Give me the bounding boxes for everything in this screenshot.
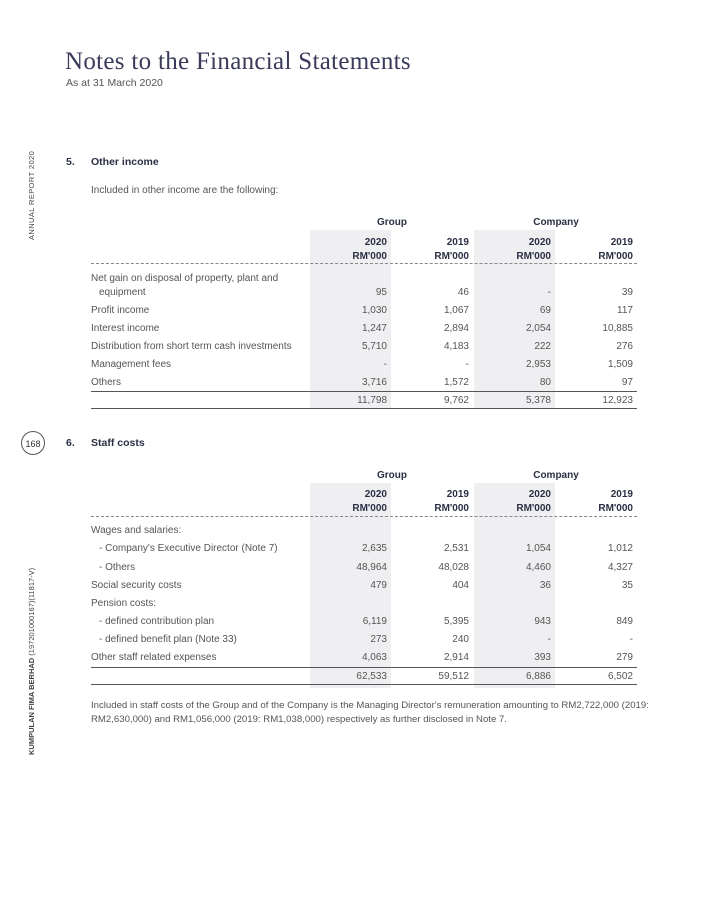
column-year: 2020 [528,489,551,500]
section-title: Other income [91,156,159,168]
page-subtitle: As at 31 March 2020 [66,77,163,89]
row-value: - [629,634,633,645]
column-unit: RM'000 [598,503,633,514]
row-value: 10,885 [602,323,633,334]
total-row [91,671,637,689]
row-value: 2,531 [443,543,469,554]
row-value: 1,247 [361,323,387,334]
section-number: 5. [66,156,75,168]
column-year: 2019 [610,237,633,248]
row-value: 222 [534,341,551,352]
row-value: 36 [539,580,551,591]
row-value: 5,710 [361,341,387,352]
table-row [91,323,637,341]
table-row [91,616,637,634]
column-header [552,236,633,264]
row-value: - [547,634,551,645]
row-value: 1,067 [443,305,469,316]
row-value: 80 [539,377,551,388]
row-value: 48,964 [356,562,387,573]
row-label: equipment [99,287,146,298]
row-value: 2,635 [361,543,387,554]
table-row [91,341,637,359]
total-value: 59,512 [438,671,469,682]
table-row [91,580,637,598]
page-title: Notes to the Financial Statements [65,48,411,75]
table-row [91,359,637,377]
column-header [306,236,387,264]
section-title: Staff costs [91,437,145,449]
row-label: Profit income [91,305,150,316]
column-unit: RM'000 [516,251,551,262]
row-value: 4,063 [361,652,387,663]
row-label: Wages and salaries: [91,525,182,536]
column-unit: RM'000 [434,503,469,514]
row-value: 95 [375,287,387,298]
column-unit: RM'000 [516,503,551,514]
row-value: 35 [621,580,633,591]
column-year: 2019 [446,489,469,500]
column-unit: RM'000 [352,503,387,514]
row-value: 1,054 [525,543,551,554]
row-value: 117 [617,305,633,316]
total-value: 5,378 [525,395,551,406]
row-value: 1,509 [607,359,633,370]
row-value: 404 [452,580,469,591]
total-value: 6,886 [525,671,551,682]
row-label: Interest income [91,323,160,334]
table-row [91,287,637,305]
row-value: 1,572 [443,377,469,388]
row-value: 276 [616,341,633,352]
column-year: 2020 [528,237,551,248]
total-value: 12,923 [602,395,633,406]
table-row [91,377,637,395]
row-value: 393 [534,652,551,663]
total-value: 9,762 [443,395,469,406]
header-divider [91,263,637,264]
table-row [91,543,637,561]
row-value: 2,894 [443,323,469,334]
column-year: 2019 [446,237,469,248]
page-number: 168 [21,431,45,455]
row-label: - Others [99,562,136,573]
column-year: 2020 [364,489,387,500]
row-value: 4,183 [443,341,469,352]
row-value: 2,914 [443,652,469,663]
company-name: KUMPULAN FIMA BERHAD [27,657,36,755]
row-value: - [465,359,469,370]
row-value: 1,030 [361,305,387,316]
row-value: 39 [621,287,633,298]
row-label: - Company's Executive Director (Note 7) [99,543,278,554]
column-unit: RM'000 [352,251,387,262]
row-value: 2,953 [525,359,551,370]
total-rule-top [91,391,637,392]
column-header [388,236,469,264]
row-value: 46 [457,287,469,298]
row-value: 4,327 [607,562,633,573]
column-unit: RM'000 [434,251,469,262]
row-label: Distribution from short term cash investments [91,341,292,352]
row-value: - [383,359,387,370]
header-divider [91,516,637,517]
row-value: - [547,287,551,298]
total-row [91,395,637,413]
row-value: 1,012 [607,543,633,554]
column-header [470,488,551,516]
row-value: 6,119 [362,616,387,627]
row-value: 849 [616,616,633,627]
company-header: Company [533,470,579,481]
row-label: Net gain on disposal of property, plant and [91,273,279,284]
row-value: 69 [539,305,551,316]
table-row [91,634,637,652]
total-value: 62,533 [356,671,387,682]
row-label: Social security costs [91,580,182,591]
table-row [91,525,637,543]
table-row [91,305,637,323]
row-value: 240 [452,634,469,645]
total-rule-top [91,667,637,668]
staff-costs-note: Included in staff costs of the Group and of the Company is the Managing Director's remuneration amounting to RM2,722,000 (2019: RM2,630,000) and RM1,056,000 (2019: RM1,038,000) respectively as further disclosed in Note 7. [91,700,649,725]
column-year: 2020 [364,237,387,248]
column-header [552,488,633,516]
side-company-label [27,568,36,755]
row-label: - defined benefit plan (Note 33) [99,634,237,645]
row-value: 48,028 [438,562,469,573]
column-unit: RM'000 [598,251,633,262]
group-header: Group [377,217,407,228]
row-value: 4,460 [525,562,551,573]
table-row [91,598,637,616]
company-reg: (197201000167)(11817-V) [27,567,36,656]
row-value: 97 [621,377,633,388]
section-number: 6. [66,437,75,449]
row-value: 279 [616,652,633,663]
row-label: Pension costs: [91,598,157,609]
row-label: Other staff related expenses [91,652,217,663]
table-row [91,562,637,580]
row-value: 273 [370,634,387,645]
total-value: 11,798 [357,395,387,406]
group-header: Group [377,470,407,481]
section-intro: Included in other income are the following: [91,185,279,196]
column-header [388,488,469,516]
row-value: 943 [534,616,551,627]
total-rule-bottom [91,684,637,685]
row-label: - defined contribution plan [99,616,215,627]
row-label: Management fees [91,359,172,370]
row-value: 3,716 [361,377,387,388]
total-value: 6,502 [607,671,633,682]
total-rule-bottom [91,408,637,409]
row-value: 479 [370,580,387,591]
row-value: 5,395 [443,616,469,627]
column-year: 2019 [610,489,633,500]
column-header [306,488,387,516]
row-label: Others [91,377,122,388]
side-report-label: ANNUAL REPORT 2020 [27,150,36,240]
row-value: 2,054 [525,323,551,334]
column-header [470,236,551,264]
company-header: Company [533,217,579,228]
